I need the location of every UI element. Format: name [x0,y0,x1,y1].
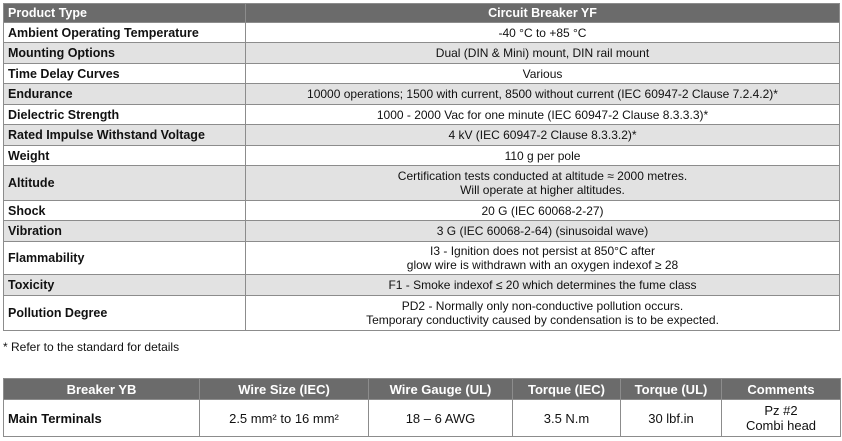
spec-value-line: Will operate at higher altitudes. [460,183,625,197]
spec-value-line: Certification tests conducted at altitude ≈ 2000 metres. [397,169,688,183]
spec-row-altitude [4,166,840,201]
spec-row-toxicity [4,275,840,296]
spec-row-dielectric-strength [4,105,840,125]
cell-wire-size: 2.5 mm² to 16 mm² [200,400,369,437]
col-header-torque-iec: Torque (IEC) [513,379,621,400]
row-label-main-terminals: Main Terminals [4,400,200,437]
spec-row-vibration [4,221,840,242]
cell-torque-ul: 30 lbf.in [621,400,722,437]
spec-value: 3 G (IEC 60068-2-64) (sinusoidal wave) [246,221,840,242]
spec-row-shock [4,201,840,221]
spec-label: Altitude [4,166,246,201]
spec-value: 4 kV (IEC 60947-2 Clause 8.3.3.2)* [246,125,840,146]
terminal-header-row [4,379,841,400]
spec-label: Mounting Options [4,43,246,64]
spec-value [246,166,840,201]
spec-value: Dual (DIN & Mini) mount, DIN rail mount [246,43,840,64]
comment-line: Pz #2 [764,403,798,418]
spec-label: Flammability [4,242,246,275]
col-header-comments: Comments [722,379,841,400]
spec-label: Shock [4,201,246,221]
spec-row-endurance [4,84,840,105]
spec-row-weight [4,146,840,166]
col-header-torque-ul: Torque (UL) [621,379,722,400]
col-header-wire-gauge: Wire Gauge (UL) [369,379,513,400]
spec-label: Ambient Operating Temperature [4,23,246,43]
spec-value [246,242,840,275]
spec-label: Weight [4,146,246,166]
spec-value-line: I3 - Ignition does not persist at 850°C after [430,244,655,258]
comment-line: Combi head [745,418,817,433]
spec-value-line: Temporary conductivity caused by condensation is to be expected. [366,313,719,327]
cell-comments [722,400,841,437]
specification-table [3,3,840,331]
col-header-wire-size: Wire Size (IEC) [200,379,369,400]
spec-label: Rated Impulse Withstand Voltage [4,125,246,146]
spec-value: -40 °C to +85 °C [246,23,840,43]
spec-value-line: glow wire is withdrawn with an oxygen indexof ≥ 28 [406,258,679,272]
cell-torque-iec: 3.5 N.m [513,400,621,437]
spec-value: 1000 - 2000 Vac for one minute (IEC 60947-2 Clause 8.3.3.3)* [246,105,840,125]
spec-value: 10000 operations; 1500 with current, 8500 without current (IEC 60947-2 Clause 7.2.4.2)* [246,84,840,105]
product-type-value: Circuit Breaker YF [246,4,840,23]
spec-value: F1 - Smoke indexof ≤ 20 which determines the fume class [246,275,840,296]
terminal-row-main [4,400,841,437]
spec-label: Toxicity [4,275,246,296]
spec-value: 20 G (IEC 60068-2-27) [246,201,840,221]
spec-header-row [4,4,840,23]
footnote: * Refer to the standard for details [3,340,180,354]
spec-row-flammability [4,242,840,275]
product-type-label: Product Type [4,4,246,23]
spec-label: Dielectric Strength [4,105,246,125]
spec-row-ambient-temperature [4,23,840,43]
col-header-breaker: Breaker YB [4,379,200,400]
spec-label: Endurance [4,84,246,105]
spec-row-mounting-options [4,43,840,64]
terminal-table [3,378,841,437]
spec-value: 110 g per pole [246,146,840,166]
spec-value: Various [246,64,840,84]
spec-label: Pollution Degree [4,296,246,331]
spec-value [246,296,840,331]
spec-row-time-delay-curves [4,64,840,84]
spec-value-line: PD2 - Normally only non-conductive pollution occurs. [401,299,684,313]
cell-wire-gauge: 18 – 6 AWG [369,400,513,437]
spec-label: Time Delay Curves [4,64,246,84]
spec-row-rated-impulse-voltage [4,125,840,146]
spec-row-pollution-degree [4,296,840,331]
spec-label: Vibration [4,221,246,242]
